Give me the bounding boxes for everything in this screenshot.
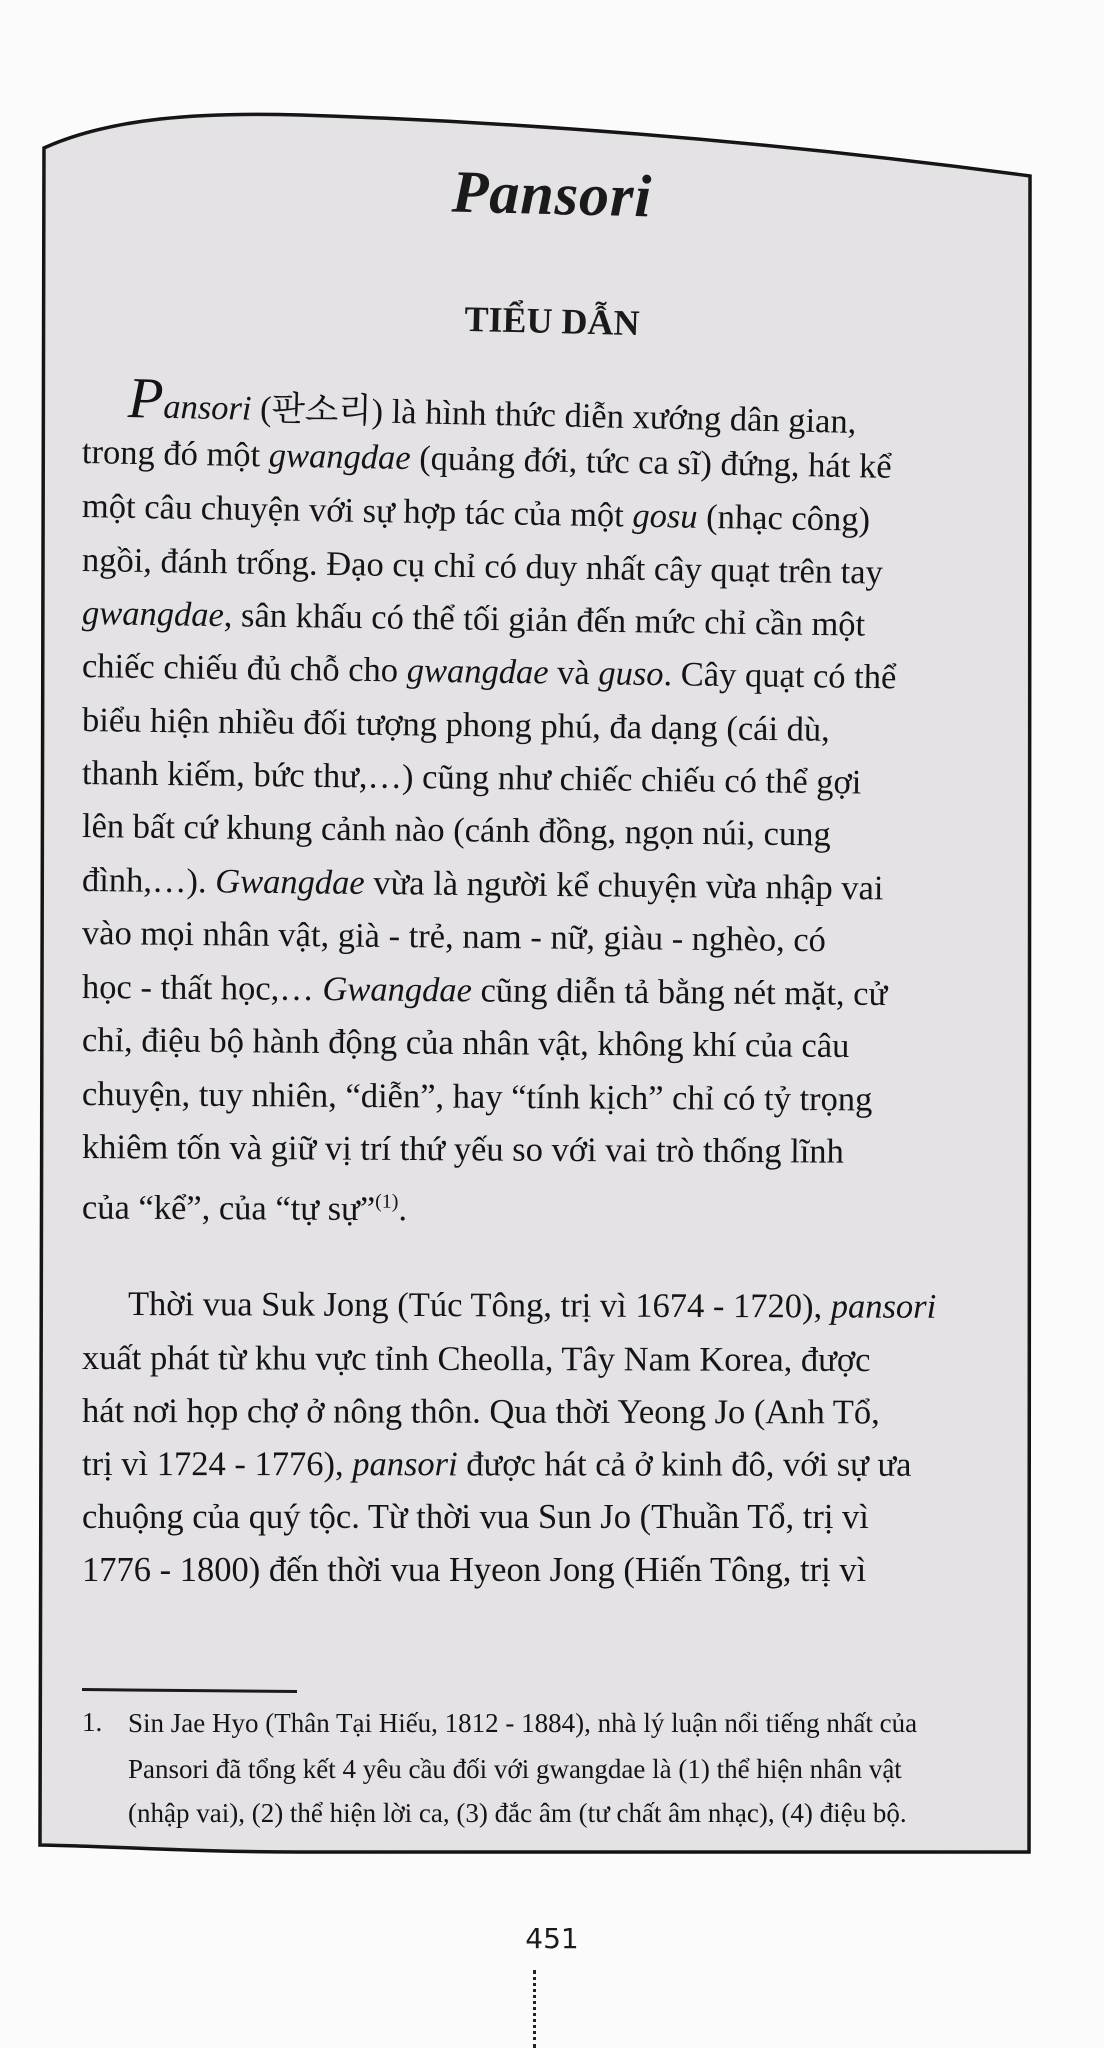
footnote-ref[interactable]: (1)	[375, 1190, 399, 1213]
dotted-leader	[533, 1970, 536, 2048]
paragraph-1-line-1: Pansori (판소리) là hình thức diễn xướng dân gian,	[127, 365, 857, 441]
paragraph-1-line-15: khiêm tốn và giữ vị trí thứ yếu so với vai trò thống lĩnh	[81, 1128, 844, 1171]
paragraph-1-line-11: vào mọi nhân vật, già - trẻ, nam - nữ, giàu - nghèo, có	[81, 914, 827, 960]
section-heading: TIỂU DẪN	[464, 298, 640, 344]
paragraph-1-line-10: đình,…). Gwangdae vừa là người kể chuyện vừa nhập vai	[81, 861, 884, 908]
chapter-title: Pansori	[451, 158, 653, 230]
paragraph-1-line-12: học - thất học,… Gwangdae cũng diễn tả bằng nét mặt, cử	[81, 968, 888, 1014]
footnote-line-3: (nhập vai), (2) thể hiện lời ca, (3) đắc âm (tư chất âm nhạc), (4) điệu bộ.	[128, 1798, 907, 1828]
paragraph-1-line-5: gwangdae, sân khấu có thể tối giản đến mức chỉ cần một	[81, 594, 866, 644]
paragraph-2-line-2: xuất phát từ khu vực tỉnh Cheolla, Tây Nam Korea, được	[81, 1339, 871, 1380]
paragraph-2-line-1: Thời vua Suk Jong (Túc Tông, trị vì 1674 - 1720), pansori	[127, 1285, 937, 1326]
paragraph-1-line-2: trong đó một gwangdae (quảng đới, tức ca sĩ) đứng, hát kể	[81, 433, 892, 486]
paragraph-1-line-3: một câu chuyện với sự hợp tác của một gosu (nhạc công)	[81, 487, 871, 539]
paragraph-1-line-6: chiếc chiếu đủ chỗ cho gwangdae và guso. Cây quạt có thể	[81, 647, 897, 697]
paragraph-1-line-14: chuyện, tuy nhiên, “diễn”, hay “tính kịch” chỉ có tỷ trọng	[81, 1075, 873, 1119]
page-number: 451	[525, 1922, 579, 1955]
paragraph-2-line-4: trị vì 1724 - 1776), pansori được hát cả ở kinh đô, với sự ưa	[81, 1445, 912, 1484]
paragraph-2-line-3: hát nơi họp chợ ở nông thôn. Qua thời Yeong Jo (Anh Tổ,	[81, 1392, 880, 1432]
paragraph-1-line-7: biểu hiện nhiều đối tượng phong phú, đa dạng (cái dù,	[81, 701, 831, 749]
paragraph-1-line-4: ngồi, đánh trống. Đạo cụ chỉ có duy nhất cây quạt trên tay	[81, 541, 884, 592]
footnote-line-1: Sin Jae Hyo (Thân Tại Hiếu, 1812 - 1884), nhà lý luận nổi tiếng nhất của	[128, 1708, 918, 1738]
footnote-divider	[82, 1688, 297, 1693]
paragraph-1-line-16: của “kể”, của “tự sự”$^{(1)}$.	[81, 1188, 408, 1229]
paragraph-1-line-8: thanh kiếm, bức thư,…) cũng như chiếc chiếu có thể gợi	[81, 754, 862, 802]
paragraph-1-line-9: lên bất cứ khung cảnh nào (cánh đồng, ngọn núi, cung	[81, 807, 831, 854]
footnote-line-2: Pansori đã tổng kết 4 yêu cầu đối với gwangdae là (1) thể hiện nhân vật	[128, 1754, 902, 1784]
footnote-number: 1.	[82, 1707, 103, 1737]
paragraph-2-line-6: 1776 - 1800) đến thời vua Hyeon Jong (Hiến Tông, trị vì	[82, 1551, 867, 1589]
paragraph-2-line-5: chuộng của quý tộc. Từ thời vua Sun Jo (Thuần Tổ, trị vì	[82, 1498, 869, 1536]
drop-cap: P	[127, 365, 165, 431]
paragraph-1-line-13: chỉ, điệu bộ hành động của nhân vật, không khí của câu	[81, 1021, 850, 1066]
